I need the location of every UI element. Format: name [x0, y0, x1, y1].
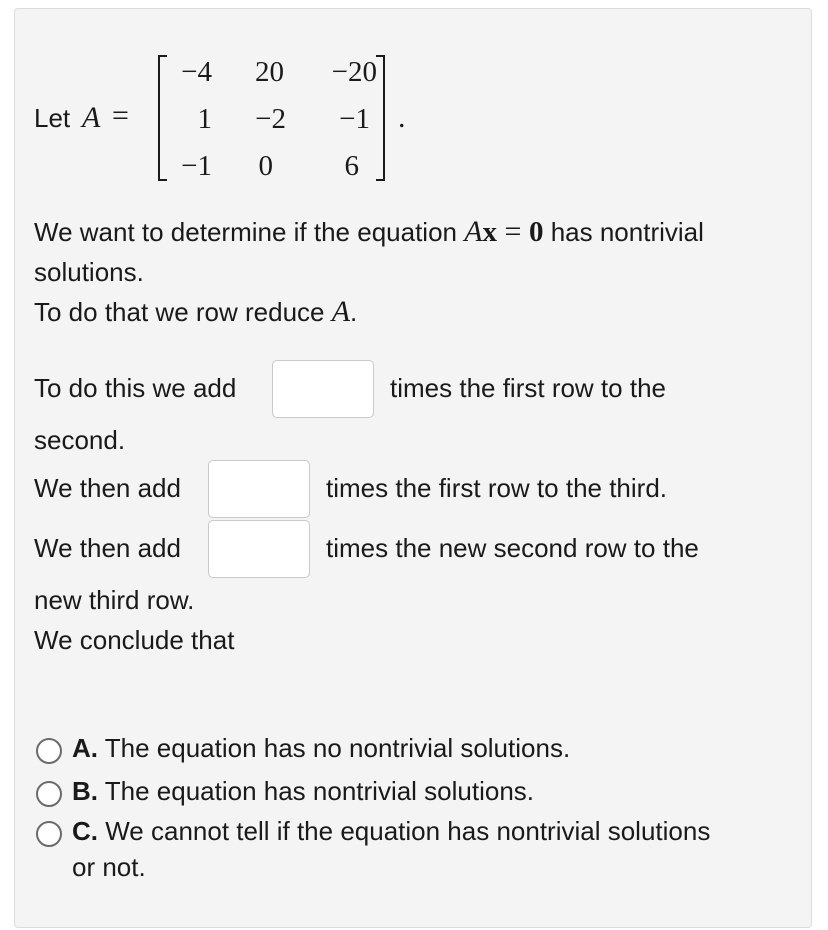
problem-line-3	[34, 297, 357, 327]
step1-prefix: To do this we add	[34, 373, 237, 403]
option-a-letter: A.	[72, 733, 98, 763]
matrix-cell-r3c2: 0	[258, 150, 273, 182]
option-a-radio[interactable]	[36, 738, 62, 764]
matrix-cell-r1c1: −4	[181, 56, 212, 88]
problem-text: We want to determine if the equation	[34, 217, 465, 247]
second-multiplier-input[interactable]	[208, 460, 310, 518]
matrix-cell-r3c3: 6	[344, 150, 359, 182]
matrix-cell-r2c1: 1	[197, 103, 212, 135]
conclusion-prompt: We conclude that	[34, 625, 235, 655]
option-b-radio[interactable]	[36, 781, 62, 807]
let-label: Let	[34, 103, 71, 133]
row-reduce-text: To do that we row reduce	[34, 297, 332, 327]
option-b-label[interactable]	[72, 774, 534, 808]
option-b-text: The equation has nontrivial solutions.	[98, 776, 535, 806]
matrix-cell-r1c3: −20	[331, 56, 377, 88]
matrix-cell-r3c1: −1	[181, 150, 212, 182]
option-c-letter: C.	[72, 816, 98, 846]
option-c-label[interactable]	[72, 814, 710, 848]
row-reduce-period: .	[350, 297, 358, 327]
matrix-variable: A	[82, 101, 101, 134]
problem-line-1	[34, 217, 704, 247]
option-c-radio[interactable]	[36, 821, 62, 847]
option-c-text: We cannot tell if the equation has nontrivial solutions	[98, 816, 711, 846]
option-a-label[interactable]	[72, 731, 570, 765]
step1-suffix: times the first row to the	[390, 373, 666, 403]
equation-equals: =	[497, 215, 529, 248]
step3-continuation: new third row.	[34, 585, 195, 615]
equation-zero: 0	[528, 216, 544, 248]
problem-line-2: solutions.	[34, 257, 144, 287]
matrix-period: .	[398, 101, 406, 134]
option-c-continuation[interactable]: or not.	[72, 852, 146, 882]
step2-prefix: We then add	[34, 473, 181, 503]
matrix-cell-r2c3: −1	[339, 103, 370, 135]
first-multiplier-input[interactable]	[272, 360, 374, 418]
step2-suffix: times the first row to the third.	[326, 473, 668, 503]
matrix-cell-r2c2: −2	[255, 103, 286, 135]
step3-suffix: times the new second row to the	[326, 533, 699, 563]
third-multiplier-input[interactable]	[208, 520, 310, 578]
equals-sign: =	[112, 99, 129, 132]
option-a-text: The equation has no nontrivial solutions.	[98, 733, 571, 763]
step1-continuation: second.	[34, 425, 126, 455]
matrix	[152, 54, 402, 184]
step3-prefix: We then add	[34, 533, 181, 563]
matrix-cell-r1c2: 20	[255, 56, 284, 88]
problem-text-end: has nontrivial	[543, 217, 704, 247]
equation-x: x	[482, 216, 498, 248]
equation-A: A	[464, 215, 483, 248]
option-b-letter: B.	[72, 776, 98, 806]
row-reduce-A: A	[331, 295, 351, 328]
